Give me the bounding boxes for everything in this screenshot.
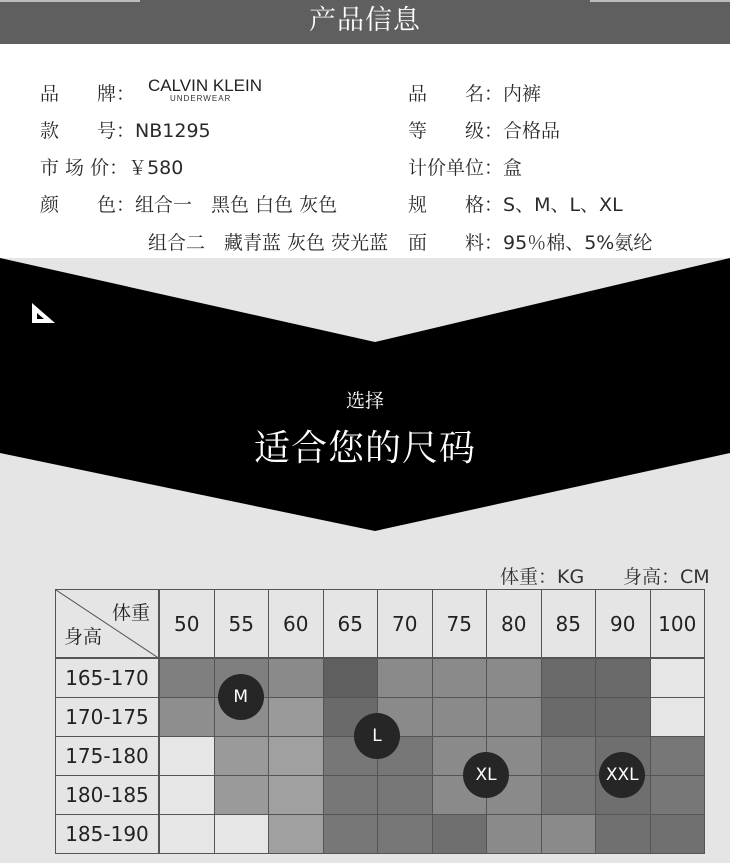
- size-cell: [650, 736, 706, 776]
- size-cell: [650, 814, 706, 854]
- size-cell: [268, 775, 324, 815]
- model-value: NB1295: [135, 120, 211, 142]
- size-cell: [595, 658, 651, 698]
- height-header: 185-190: [55, 814, 159, 854]
- fabric-label: 面 料：: [408, 232, 504, 254]
- size-cell: [541, 736, 597, 776]
- size-badge-l: L: [354, 713, 400, 759]
- color-value-2: 组合二 藏青蓝 灰色 荧光蓝: [148, 232, 389, 254]
- brand-subname: UNDERWEAR: [170, 94, 232, 103]
- weight-header: 50: [159, 589, 215, 658]
- size-cell: [268, 814, 324, 854]
- weight-header: 85: [541, 589, 597, 658]
- name-value: 内裤: [503, 83, 542, 105]
- unit-label: 计价单位：: [408, 157, 504, 179]
- grade-value: 合格品: [503, 120, 561, 142]
- size-cell: [541, 775, 597, 815]
- size-cell: [214, 736, 270, 776]
- size-cell: [432, 658, 488, 698]
- fabric-value: 95％棉、5%氨纶: [503, 232, 653, 254]
- brand-label: 品 牌：: [40, 83, 136, 105]
- size-cell: [323, 814, 379, 854]
- weight-header: 65: [323, 589, 379, 658]
- color-label: 颜 色：: [40, 194, 136, 216]
- size-cell: [377, 775, 433, 815]
- weight-header: 100: [650, 589, 706, 658]
- price-label: 市 场 价：: [40, 157, 129, 179]
- size-cell: [159, 814, 215, 854]
- brand-logo: [148, 76, 262, 103]
- size-cell: [486, 697, 542, 737]
- size-cell: [541, 658, 597, 698]
- banner-subtitle: 选择: [345, 390, 384, 412]
- page-title: 产品信息: [309, 5, 421, 36]
- size-cell: [268, 736, 324, 776]
- height-header: 180-185: [55, 775, 159, 815]
- price-value: ￥580: [128, 157, 184, 179]
- size-cell: [432, 697, 488, 737]
- size-cell: [432, 814, 488, 854]
- size-cell: [323, 775, 379, 815]
- weight-header: 75: [432, 589, 488, 658]
- size-cell: [268, 658, 324, 698]
- size-badge-xl: XL: [463, 752, 509, 798]
- height-unit: 身高：CM: [623, 566, 710, 588]
- model-label: 款 号：: [40, 120, 136, 142]
- header-bar: [0, 0, 730, 44]
- banner-title: 适合您的尺码: [253, 428, 476, 469]
- height-header: 165-170: [55, 658, 159, 698]
- size-cell: [159, 775, 215, 815]
- size-cell: [595, 814, 651, 854]
- size-cell: [268, 697, 324, 737]
- grade-label: 等 级：: [408, 120, 504, 142]
- size-cell: [541, 697, 597, 737]
- size-cell: [541, 814, 597, 854]
- height-header: 170-175: [55, 697, 159, 737]
- size-cell: [486, 658, 542, 698]
- corner-header: [55, 589, 159, 658]
- size-cell: [159, 658, 215, 698]
- size-cell: [159, 736, 215, 776]
- weight-header: 80: [486, 589, 542, 658]
- height-header: 175-180: [55, 736, 159, 776]
- size-cell: [650, 697, 706, 737]
- name-label: 品 名：: [408, 83, 504, 105]
- weight-header: 60: [268, 589, 324, 658]
- weight-header: 70: [377, 589, 433, 658]
- ruler-triangle-icon: [30, 301, 58, 325]
- size-cell: [377, 814, 433, 854]
- spec-label: 规 格：: [408, 194, 504, 216]
- size-cell: [650, 658, 706, 698]
- weight-header: 90: [595, 589, 651, 658]
- size-badge-m: M: [218, 674, 264, 720]
- brand-name: CALVIN KLEIN: [148, 76, 263, 95]
- corner-weight-label: 体重: [111, 602, 150, 624]
- unit-value: 盒: [503, 157, 523, 179]
- size-cell: [159, 697, 215, 737]
- size-cell: [214, 775, 270, 815]
- color-value-1: 组合一 黑色 白色 灰色: [135, 194, 338, 216]
- size-cell: [650, 775, 706, 815]
- weight-unit: 体重：KG: [500, 566, 585, 588]
- size-badge-xxl: XXL: [599, 752, 645, 798]
- spec-value: S、M、L、XL: [503, 194, 623, 216]
- size-cell: [214, 814, 270, 854]
- size-cell: [595, 697, 651, 737]
- weight-header: 55: [214, 589, 270, 658]
- size-cell: [486, 814, 542, 854]
- size-cell: [323, 658, 379, 698]
- corner-height-label: 身高: [64, 626, 103, 648]
- size-cell: [377, 658, 433, 698]
